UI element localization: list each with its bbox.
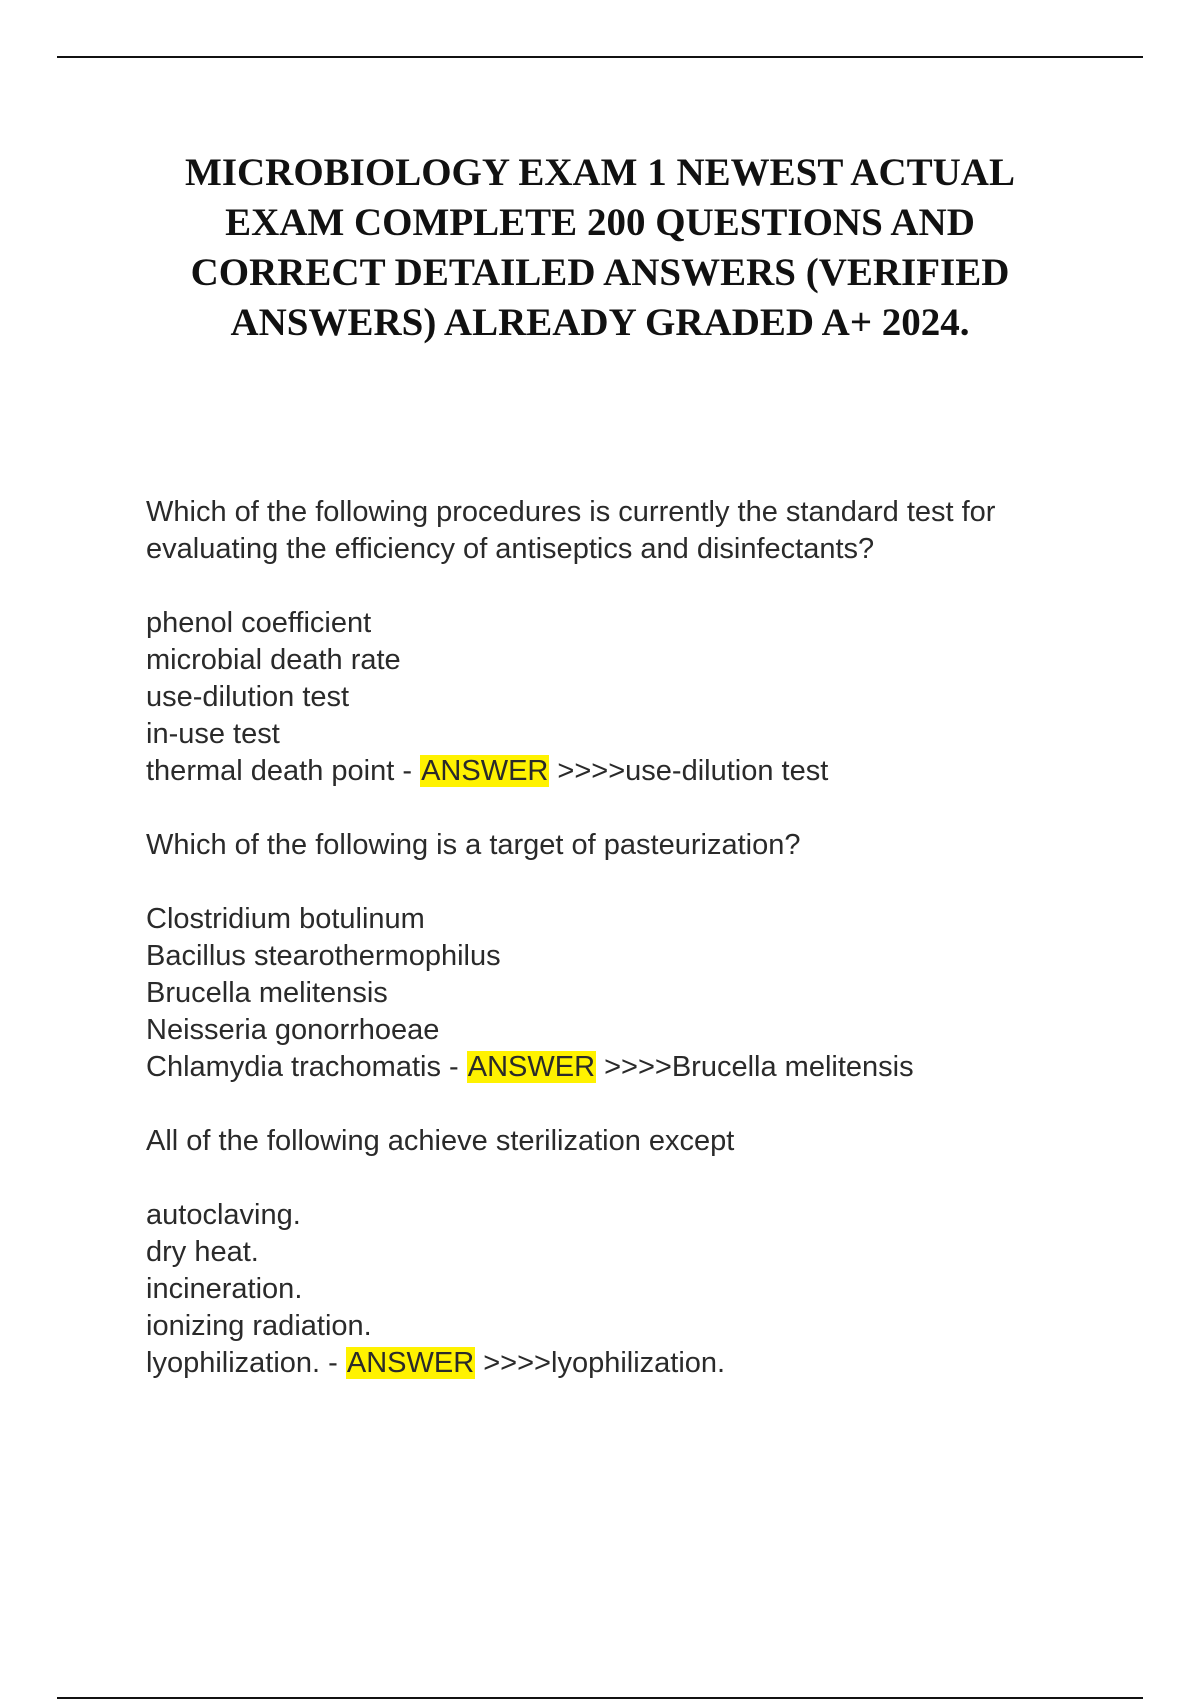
answer-separator: - — [320, 1347, 346, 1379]
top-rule — [57, 56, 1143, 58]
answer-highlight: ANSWER — [467, 1051, 596, 1083]
last-option: Chlamydia trachomatis — [146, 1051, 441, 1083]
option: ionizing radiation. — [146, 1310, 372, 1342]
option: Bacillus stearothermophilus — [146, 940, 501, 972]
question-text: All of the following achieve sterilization except — [146, 1125, 735, 1157]
option: autoclaving. — [146, 1199, 301, 1231]
last-option: lyophilization. — [146, 1347, 321, 1379]
option: incineration. — [146, 1273, 303, 1305]
answer-separator: - — [394, 755, 421, 787]
option: phenol coefficient — [146, 607, 372, 639]
option: Brucella melitensis — [146, 977, 388, 1009]
option: in-use test — [146, 718, 280, 750]
answer-line — [146, 753, 1106, 790]
option: microbial death rate — [146, 644, 401, 676]
question-text: Which of the following is a target of pasteurization? — [146, 829, 801, 861]
answer-highlight: ANSWER — [346, 1347, 475, 1379]
answer-line — [146, 1345, 1106, 1382]
last-option: thermal death point — [146, 755, 395, 787]
questions-body — [146, 494, 1106, 1419]
option: dry heat. — [146, 1236, 259, 1268]
option: Clostridium botulinum — [146, 903, 425, 935]
option: Neisseria gonorrhoeae — [146, 1014, 440, 1046]
answer-prefix: >>>> — [475, 1347, 551, 1379]
question-3 — [146, 1123, 1106, 1382]
answer-prefix: >>>> — [596, 1051, 672, 1083]
question-2 — [146, 827, 1106, 1086]
answer-text: Brucella melitensis — [671, 1051, 914, 1083]
answer-line — [146, 1049, 1106, 1086]
bottom-rule — [57, 1697, 1143, 1699]
option: use-dilution test — [146, 681, 350, 713]
question-1 — [146, 494, 1106, 790]
document-title: MICROBIOLOGY EXAM 1 NEWEST ACTUAL EXAM COMPLETE 200 QUESTIONS AND CORRECT DETAILED ANSWERS (VERIFIED ANSWERS) ALREADY GRADED A+ 2024. — [185, 151, 1015, 344]
answer-highlight: ANSWER — [421, 755, 549, 787]
answer-prefix: >>>> — [549, 755, 626, 787]
answer-text: use-dilution test — [625, 755, 829, 787]
answer-text: lyophilization. — [551, 1347, 726, 1379]
question-text: Which of the following procedures is currently the standard test for evaluating the efficiency of antiseptics and disinfectants? — [146, 496, 996, 565]
answer-separator: - — [440, 1051, 467, 1083]
